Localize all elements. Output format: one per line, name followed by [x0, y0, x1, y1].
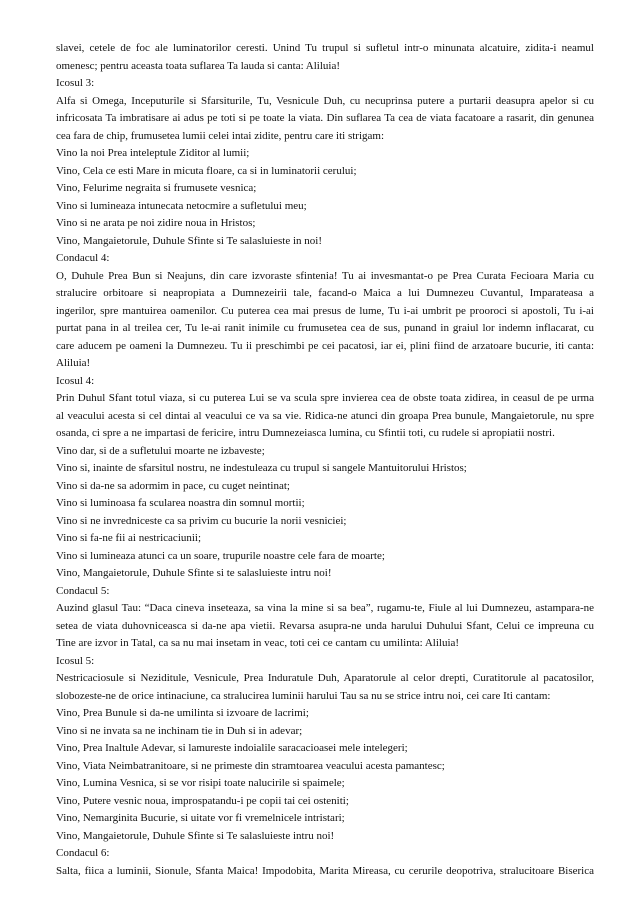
text-line: Vino si lumineaza intunecata netocmire a sufletului meu; [56, 199, 307, 212]
text-line: Tine are izvor in Tatal, ca sa nu mai insetam in veac, toti cei ce cantam cu umilinta: Aliluia! [56, 637, 460, 649]
text-line: Vino, Felurime negraita si frumusete vesnica; [56, 182, 257, 194]
text-line: Vino la noi Prea inteleptule Ziditor al lumii; [56, 147, 250, 159]
text-line: O, Duhule Prea Bun si Neajuns, din care izvoraste sfintenia! Tu ai invesmantat-o pe Prea Curata Fecioara Maria cu [56, 269, 594, 282]
text-line: slobozeste-ne de orice intinaciune, ca stralucirea luminii harului Tau sa nu se strice intru noi, cei care Iti cantam: [56, 689, 551, 702]
text-line: Vino, Cela ce esti Mare in micuta floare, ca si in luminatorii cerului; [56, 164, 357, 177]
text-line: Vino si luminoasa fa scularea noastra din somnul mortii; [56, 497, 305, 509]
text-line: omenesc; pentru aceasta toata suflarea Ta lauda si canta: Aliluia! [56, 59, 340, 72]
text-line: Vino, Putere vesnic noua, improspatandu-i pe copii tai cei osteniti; [56, 794, 349, 807]
text-line: ingerilor, spre mantuirea oamenilor. Cu puterea cea mai presus de lume, Tu i-ai umbrit pe prooroci si apostoli, Tu i-ai [56, 304, 594, 317]
text-line: infricosata Ta imbratisare ai adus pe toti si pe toate la viata. Din suflarea Ta cea de viata facatoare a rasarit, din genunea [56, 112, 594, 124]
text-line: Vino, Viata Neimbatranitoare, si ne primeste din stramtoarea veacului acesta pamantesc; [56, 759, 445, 772]
text-line: Auzind glasul Tau: “Daca cineva inseteaza, sa vina la mine si sa bea”, rugamu-te, Fiule al lui Dumnezeu, astampara-ne [56, 602, 594, 614]
text-line: al veacului acesta si cel dintai al veacului ce va sa vie. Ridica-ne atunci din groapa Prea bunule, Mangaietorule, nu spre [56, 409, 594, 422]
text-line: Condacul 5: [56, 584, 110, 597]
text-line: Vino si lumineaza atunci ca un soare, trupurile noastre cele fara de moarte; [56, 549, 385, 562]
text-line: slavei, cetele de foc ale luminatorilor ceresti. Unind Tu trupul si sufletul intr-o minunata alcatuire, zidita-i neamul [56, 42, 594, 54]
text-line: Prin Duhul Sfant totul viaza, si cu puterea Lui se va scula spre invierea cea de obste toata zidirea, in ceasul de pe urma [56, 392, 594, 404]
text-line: Condacul 6: [56, 847, 110, 859]
text-line: care aducem pe oameni la Dumnezeu. Tu ii preschimbi pe cei pacatosi, iar ei, plini fiind de arzatoare bucurie, iti canta: [56, 339, 594, 352]
text-line: Aliluia! [56, 357, 91, 369]
text-line: Vino si, inainte de sfarsitul nostru, ne indestuleaza cu trupul si sangele Mantuitorului Hristos; [56, 462, 467, 474]
text-line: setea de viata duhovniceasca si da-ne apa vietii. Revarsa asupra-ne unda harului Duhului Sfant, Celui ce impreuna cu [56, 619, 594, 632]
text-line: Vino si ne invredniceste ca sa privim cu bucurie la norii vesniciei; [56, 514, 347, 527]
text-line: Vino, Lumina Vesnica, si se vor risipi toate nalucirile si spaimele; [56, 777, 345, 789]
text-line: purtat pana in al treilea cer, Tu le-ai ranit inimile cu frumusetea cea de sus, punand in graiul lor indemn inflacarat, cu [56, 322, 594, 334]
text-line: stralucire orbitoare si neapropiata a Dumnezeirii tale, facand-o Maica a lui Dumnezeu Cuvantul, Imparateasa a [56, 287, 594, 299]
text-line: osanda, ci spre a ne impartasi de fericire, intru Dumnezeiasca lumina, cu Sfintii toti, cu rudele si apropiatii nostri. [56, 427, 555, 439]
document-page [56, 40, 594, 880]
text-line: Vino, Mangaietorule, Duhule Sfinte si te salasluieste intru noi! [56, 567, 332, 579]
text-line: Icosul 4: [56, 374, 95, 387]
text-line: Vino, Mangaietorule, Duhule Sfinte si Te salasluieste intru noi! [56, 829, 335, 842]
text-line: Alfa si Omega, Inceputurile si Sfarsiturile, Tu, Vesnicule Duh, cu necuprinsa putere a purtarii deasupra apelor si cu [56, 94, 594, 107]
text-line: Vino dar, si de a sufletului moarte ne izbaveste; [56, 444, 265, 457]
text-line: cea fara de chip, frumusetea lumii celei intai zidite, pentru care iti strigam: [56, 129, 385, 142]
text-line: Condacul 4: [56, 252, 110, 264]
text-line: Vino si da-ne sa adormim in pace, cu cuget neintinat; [56, 479, 290, 492]
text-line: Icosul 3: [56, 77, 95, 89]
text-line: Vino, Prea Inaltule Adevar, si lamureste indoialile saracacioasei mele intelegeri; [56, 742, 408, 754]
text-line: Vino, Prea Bunule si da-ne umilinta si izvoare de lacrimi; [56, 707, 309, 719]
text-line: Nestricaciosule si Neziditule, Vesnicule, Prea Induratule Duh, Aparatorule al celor drepti, Curatitorule al pacatosilor, [56, 672, 594, 684]
text-line: Vino si ne arata pe noi zidire noua in Hristos; [56, 217, 256, 229]
text-line: Icosul 5: [56, 654, 95, 667]
text-line: Vino, Mangaietorule, Duhule Sfinte si Te salasluieste in noi! [56, 234, 322, 247]
text-line: Vino si fa-ne fii ai nestricaciunii; [56, 532, 202, 544]
text-line: Vino si ne invata sa ne inchinam tie in Duh si in adevar; [56, 724, 303, 737]
text-line: Vino, Nemarginita Bucurie, si uitate vor fi vremelnicele intristari; [56, 812, 345, 824]
text-line: Salta, fiica a luminii, Sionule, Sfanta Maica! Impodobita, Marita Mireasa, cu cerurile deopotriva, stralucitoare Biserica [56, 864, 594, 877]
